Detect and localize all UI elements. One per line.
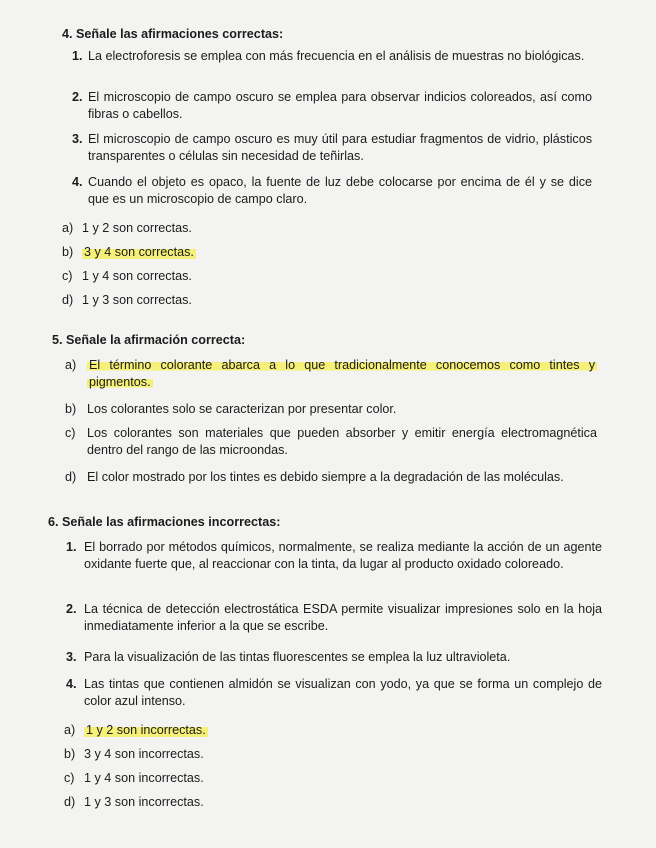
q6-option-a-letter: a) xyxy=(64,723,76,737)
q5-option-b-text: Los colorantes solo se caracterizan por presentar color. xyxy=(87,402,397,416)
q4-statement-1-num: 1. xyxy=(72,49,83,63)
q4-option-c-text: 1 y 4 son correctas. xyxy=(82,269,192,283)
q4-option-b xyxy=(62,244,362,261)
q4-option-d-letter: d) xyxy=(62,293,74,307)
q6-option-a-text-highlighted: 1 y 2 son incorrectas. xyxy=(86,723,206,737)
q5-option-a-text-highlighted: El término colorante abarca a lo que tradicionalmente conocemos como tintes y pigmentos. xyxy=(89,358,595,389)
q4-statement-3-text: El microscopio de campo oscuro es muy útil para estudiar fragmentos de vidrio, plásticos transparentes o células sin necesidad de teñirlas. xyxy=(88,132,592,163)
q6-option-a xyxy=(64,722,384,739)
q5-option-b-letter: b) xyxy=(65,402,77,416)
q6-statement-4-num: 4. xyxy=(66,677,77,691)
q5-option-c-text: Los colorantes son materiales que pueden absorber y emitir energía electromagnética dentro del rango de las microondas. xyxy=(87,426,597,457)
q4-option-c-letter: c) xyxy=(62,269,73,283)
q4-statement-1-text: La electroforesis se emplea con más frecuencia en el análisis de muestras no biológicas. xyxy=(88,49,585,63)
question-6-title: 6. Señale las afirmaciones incorrectas: xyxy=(48,515,281,529)
q4-option-d xyxy=(62,292,362,309)
q4-statement-2-num: 2. xyxy=(72,90,83,104)
q6-option-d-text: 1 y 3 son incorrectas. xyxy=(84,795,204,809)
q6-option-c-letter: c) xyxy=(64,771,75,785)
q4-option-c xyxy=(62,268,362,285)
q4-statement-2-text: El microscopio de campo oscuro se emplea para observar indicios coloreados, así como fibras o cabellos. xyxy=(88,90,592,121)
q6-option-b-text: 3 y 4 son incorrectas. xyxy=(84,747,204,761)
q6-statement-3 xyxy=(66,649,602,666)
q5-option-a-text-wrap xyxy=(87,357,597,391)
q4-option-a-text: 1 y 2 son correctas. xyxy=(82,221,192,235)
q4-statement-4 xyxy=(72,174,592,208)
q6-statement-2-num: 2. xyxy=(66,602,77,616)
q6-statement-3-text: Para la visualización de las tintas fluorescentes se emplea la luz ultravioleta. xyxy=(84,650,511,664)
q6-option-c xyxy=(64,770,384,787)
q6-statement-2 xyxy=(66,601,602,635)
q4-option-d-text: 1 y 3 son correctas. xyxy=(82,293,192,307)
q4-option-a xyxy=(62,220,362,237)
q4-option-b-text-highlighted: 3 y 4 son correctas. xyxy=(84,245,194,259)
q5-option-a xyxy=(65,357,597,391)
q4-option-b-letter: b) xyxy=(62,245,74,259)
q5-option-b xyxy=(65,401,597,418)
q4-statement-4-text: Cuando el objeto es opaco, la fuente de luz debe colocarse por encima de él y se dice que es un microscopio de campo claro. xyxy=(88,175,592,206)
q4-option-a-letter: a) xyxy=(62,221,74,235)
q6-option-d-letter: d) xyxy=(64,795,76,809)
q6-statement-2-text: La técnica de detección electrostática ESDA permite visualizar impresiones solo en la hoja inmediatamente inferior a la que se escribe. xyxy=(84,602,602,633)
q5-option-d xyxy=(65,469,597,486)
q5-option-d-letter: d) xyxy=(65,470,77,484)
q5-option-c xyxy=(65,425,597,459)
q4-statement-3 xyxy=(72,131,592,165)
q6-option-b-letter: b) xyxy=(64,747,76,761)
q5-option-c-letter: c) xyxy=(65,426,76,440)
q4-statement-4-num: 4. xyxy=(72,175,83,189)
q6-statement-4-text: Las tintas que contienen almidón se visualizan con yodo, ya que se forma un complejo de color azul intenso. xyxy=(84,677,602,708)
q6-statement-1-text: El borrado por métodos químicos, normalmente, se realiza mediante la acción de un agente oxidante fuerte que, al reaccionar con la tinta, da lugar al producto oxidado coloreado. xyxy=(84,540,602,571)
q5-option-a-letter: a) xyxy=(65,358,77,372)
q6-statement-1 xyxy=(66,539,602,573)
q6-statement-1-num: 1. xyxy=(66,540,77,554)
q6-option-b xyxy=(64,746,384,763)
q5-option-d-text: El color mostrado por los tintes es debido siempre a la degradación de las moléculas. xyxy=(87,470,564,484)
q6-statement-3-num: 3. xyxy=(66,650,77,664)
q6-statement-4 xyxy=(66,676,602,710)
q4-statement-2 xyxy=(72,89,592,123)
q4-statement-3-num: 3. xyxy=(72,132,83,146)
q6-option-c-text: 1 y 4 son incorrectas. xyxy=(84,771,204,785)
q6-option-d xyxy=(64,794,384,811)
question-5-title: 5. Señale la afirmación correcta: xyxy=(52,333,246,347)
question-4-title: 4. Señale las afirmaciones correctas: xyxy=(62,27,284,41)
q4-statement-1 xyxy=(72,48,592,65)
